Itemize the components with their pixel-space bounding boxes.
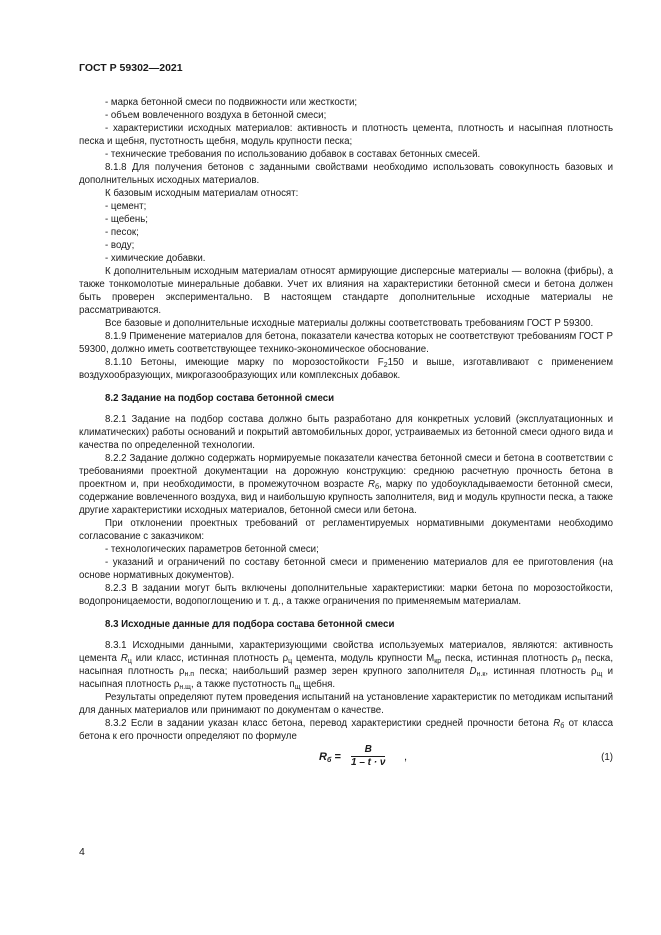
formula-comma: , (404, 751, 408, 763)
section-heading-8-3: 8.3 Исходные данные для подбора состава бетонной смеси (105, 619, 395, 630)
paragraph-8-2-1: 8.2.1 Задание на подбор состава должно быть разработано для конкретных условий (эксплуатационных и климатических) работы оснований и покрытий автомобильных дорог, устраиваемых из бетонной смеси одного вида и качества по определенной технологии. (79, 414, 613, 451)
section-heading-8-2: 8.2 Задание на подбор состава бетонной смеси (105, 393, 335, 404)
list-item: - химические добавки. (105, 253, 206, 264)
paragraph-8-1-8: 8.1.8 Для получения бетонов с заданными свойствами необходимо использовать совокупность базовых и дополнительных исходных материалов. (79, 162, 613, 186)
list-item: - объем вовлеченного воздуха в бетонной смеси; (105, 110, 327, 121)
formula-numerator: B (351, 744, 385, 757)
list-item: - технические требования по использованию добавок в составах бетонных смесей. (105, 149, 481, 160)
formula-1 (79, 744, 613, 777)
paragraph: При отклонении проектных требований от регламентируемых нормативными документами необходимо согласование с заказчиком: (79, 518, 613, 542)
list-item: - технологических параметров бетонной смеси; (105, 544, 319, 555)
paragraph: Результаты определяют путем проведения испытаний на установление характеристик по методикам испытаний для данных материалов или принимают по документам о качестве. (79, 692, 613, 716)
paragraph-8-3-1: 8.3.1 Исходными данными, характеризующими свойства используемых материалов, являются: активность цемента $R_ц$ или класс, истинная плотность $\rho_ц$ цемента, модуль крупности $М_{кр}$ песка, истинная плотность $\rho_п$ песка, насыпная плотность $\rho_{н.п}$ песка; наибольший размер зерен крупного заполнителя $D_{н.к}$, истинная плотность $\rho_щ$ и насыпная плотность $\rho_{н.щ}$, а также пустотность $п_щ$ щебня. (79, 640, 614, 691)
paragraph-8-2-3: 8.2.3 В задании могут быть включены дополнительные характеристики: марки бетона по морозостойкости, водопроницаемости, водопоглощению и т. д., а также ограничения по применяемым материалам. (79, 583, 613, 607)
list-item: - песок; (105, 227, 139, 238)
document-body (79, 96, 613, 777)
list-item: - характеристики исходных материалов: активность и плотность цемента, плотность и насыпная плотность песка и щебня, пустотность щебня, модуль крупности песка; (79, 123, 613, 147)
list-item: - цемент; (105, 201, 147, 212)
paragraph-8-2-2: 8.2.2 Задание должно содержать нормируемые показатели качества бетонной смеси и бетона в соответствии с требованиями проектной документации на дорожную конструкцию: среднюю расчетную прочность бетона в проектном и, при необходимости, в промежуточном возрасте $R_б$, марку по удобоукладываемости бетонной смеси, содержание вовлеченного воздуха, вид и наибольшую крупность заполнителя, вид и модуль крупности песка, а также другие характеристики исходных материалов, бетонной смеси или бетона. (79, 453, 613, 516)
paragraph-8-1-10: 8.1.10 Бетоны, имеющие марку по морозостойкости $F_2150$ и выше, изготавливают с применением воздухообразующих, микрогазообразующих или комплексных добавок. (79, 357, 613, 381)
paragraph: К базовым исходным материалам относят: (105, 188, 299, 199)
paragraph: К дополнительным исходным материалам относят армирующие дисперсные материалы — волокна (фибры), а также тонкомолотые минеральные добавки. Учет их влияния на характеристики бетонной смеси и бетона должен быть проверен экспериментально. В настоящем стандарте дополнительные исходные материалы не рассматриваются. (79, 266, 613, 316)
list-item: - указаний и ограничений по составу бетонной смеси и применению материалов для ее приготовления (на основе нормативных документов). (79, 557, 613, 581)
page-number: 4 (79, 846, 85, 858)
formula-fraction (351, 744, 385, 769)
paragraph-8-3-2: 8.3.2 Если в задании указан класс бетона, перевод характеристики средней прочности бетона $R_б$ от класса бетона к его прочности определяют по формуле (79, 718, 613, 742)
document-header: ГОСТ Р 59302—2021 (79, 62, 183, 74)
list-item: - воду; (105, 240, 135, 251)
formula-lhs: $R_б$ = (319, 751, 341, 764)
paragraph: Все базовые и дополнительные исходные материалы должны соответствовать требованиям ГОСТ Р 59300. (105, 318, 594, 329)
list-item: - щебень; (105, 214, 148, 225)
list-item: - марка бетонной смеси по подвижности или жесткости; (105, 97, 358, 108)
paragraph-8-1-9: 8.1.9 Применение материалов для бетона, показатели качества которых не соответствуют требованиям ГОСТ Р 59300, должно иметь соответствующее технико-экономическое обоснование. (79, 331, 613, 355)
formula-number: (1) (601, 752, 613, 763)
formula-denominator: 1 – t · ν (351, 757, 386, 768)
